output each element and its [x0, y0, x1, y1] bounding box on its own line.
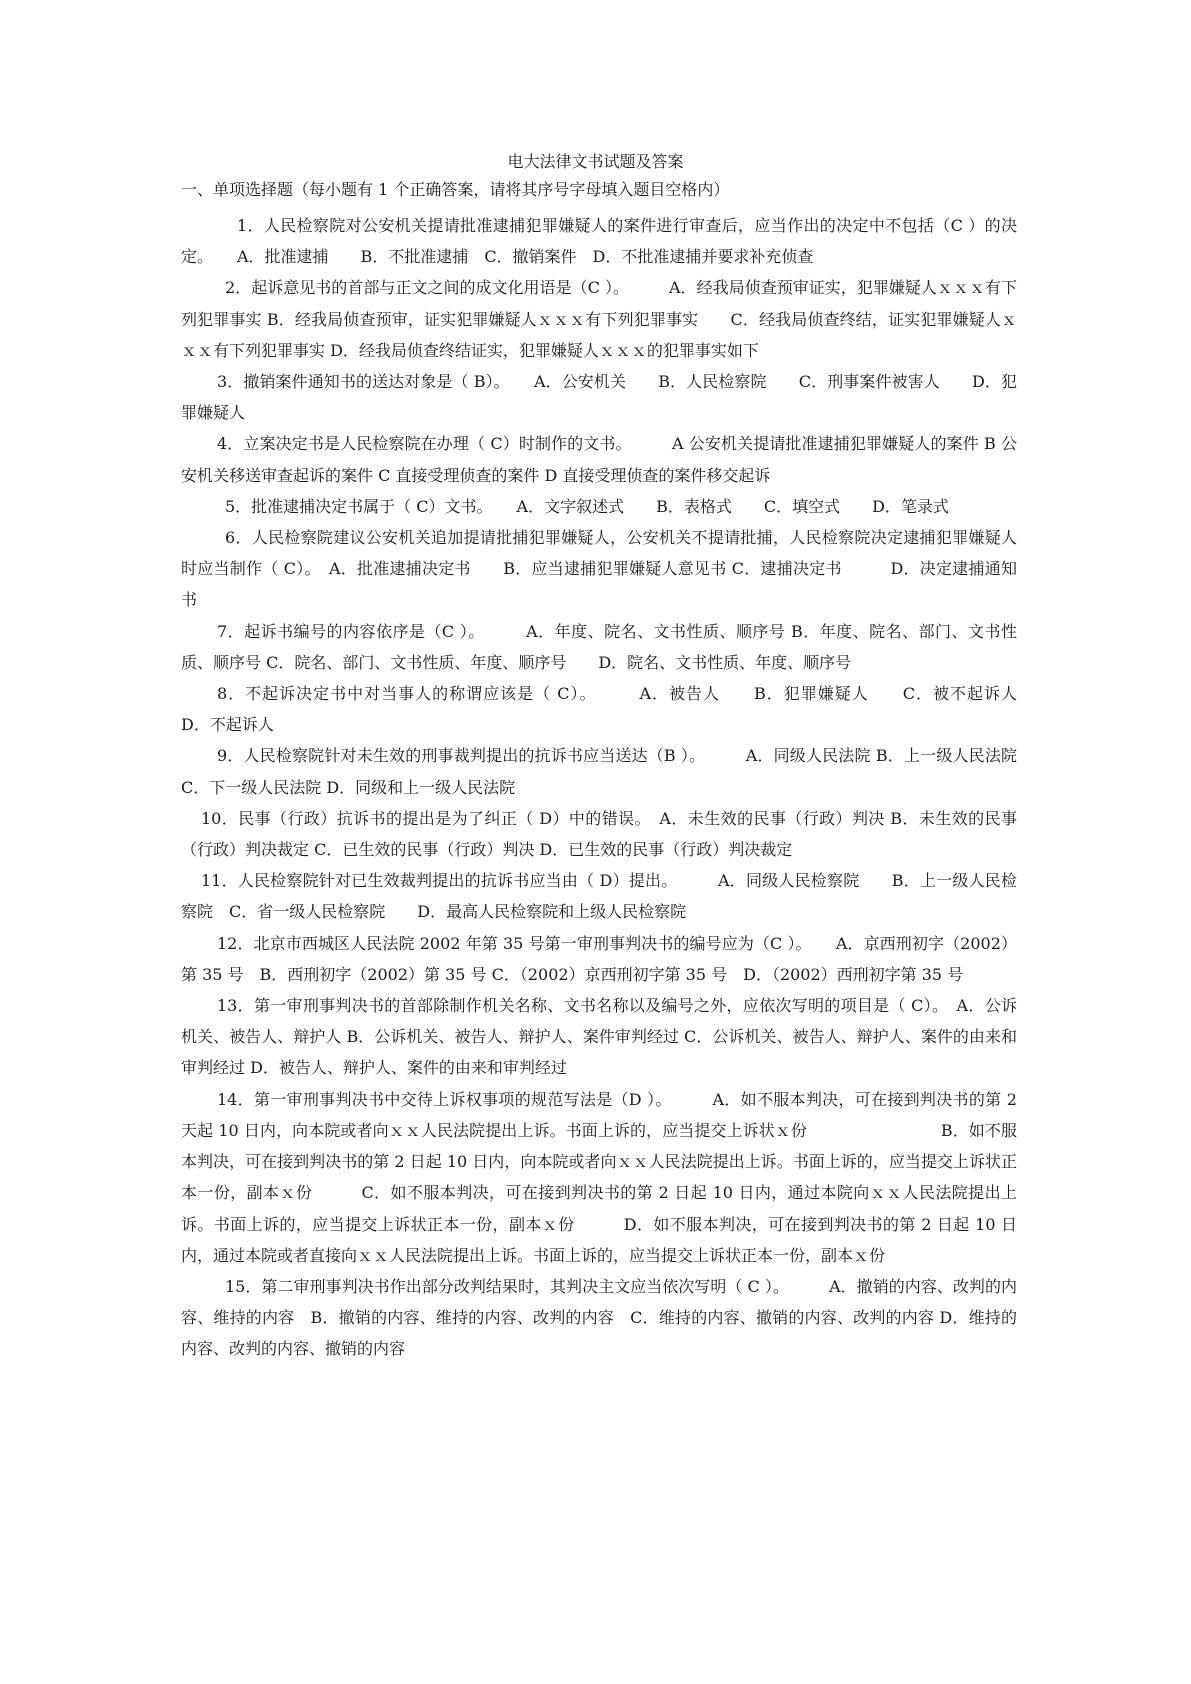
question-12: 12．北京市西城区人民法院 2002 年第 35 号第一审刑事判决书的编号应为（C ）。 A．京西刑初字（2002）第 35 号 B．西刑初字（2002）第 35 号 C．（2002）京西刑初字第 35 号 D．（2002）西刑初字第 35 号 — [181, 933, 1017, 984]
question-list — [181, 210, 1050, 1365]
question-3: 3．撤销案件通知书的送达对象是（ B）。 A．公安机关 B．人民检察院 C．刑事案件被害人 D．犯罪嫌疑人 — [181, 372, 1017, 423]
question-11: 11．人民检察院针对已生效裁判提出的抗诉书应当由（ D）提出。 A．同级人民检察院 B．上一级人民检察院 C．省一级人民检察院 D．最高人民检察院和上级人民检察院 — [181, 871, 1017, 922]
question-14: 14．第一审刑事判决书中交待上诉权事项的规范写法是（D ）。 A．如不服本判决，可在接到判决书的第 2 天起 10 日内，向本院或者向ｘｘ人民法院提出上诉。书面上诉的，应当提交上诉状ｘ份 B．如不服本判决，可在接到判决书的第 2 日起 10 日内，向本院或者向ｘｘ人民法院提出上诉。书面上诉的，应当提交上诉状正本一份，副本ｘ份 C．如不服本判决，可在接到判决书的第 2 日起 10 日内，通过本院向ｘｘ人民法院提出上诉。书面上诉的，应当提交上诉状正本一份，副本ｘ份 D．如不服本判决，可在接到判决书的第 2 日起 10 日内，通过本院或者直接向ｘｘ人民法院提出上诉。书面上诉的，应当提交上诉状正本一份，副本ｘ份 — [181, 1089, 1017, 1265]
question-13: 13．第一审刑事判决书的首部除制作机关名称、文书名称以及编号之外，应依次写明的项目是（ C）。 A．公诉机关、被告人、辩护人 B．公诉机关、被告人、辩护人、案件审判经过 C．公诉机关、被告人、辩护人、案件的由来和审判经过 D．被告人、辩护人、案件的由来和审判经过 — [181, 996, 1017, 1078]
document-title: 电大法律文书试题及答案 — [507, 152, 684, 171]
question-1: 1．人民检察院对公安机关提请批准逮捕犯罪嫌疑人的案件进行审查后，应当作出的决定中不包括（C ）的决定。 A．批准逮捕 B．不批准逮捕 C．撤销案件 D．不批准逮捕并要求补充侦查 — [181, 216, 1017, 267]
question-5: 5．批准逮捕决定书属于（ C）文书。 A．文字叙述式 B．表格式 C．填空式 D．笔录式 — [225, 496, 949, 516]
question-6: 6．人民检察院建议公安机关追加提请批捕犯罪嫌疑人，公安机关不提请批捕，人民检察院决定逮捕犯罪嫌疑人时应当制作（ C）。 A．批准逮捕决定书 B．应当逮捕犯罪嫌疑人意见书 C．逮捕决定书 D．决定逮捕通知书 — [181, 528, 1017, 610]
question-7: 7．起诉书编号的内容依序是（C ）。 A．年度、院名、文书性质、顺序号 B．年度、院名、部门、文书性质、顺序号 C．院名、部门、文书性质、年度、顺序号 D．院名、文书性质、年度、顺序号 — [181, 621, 1017, 672]
question-9: 9．人民检察院针对未生效的刑事裁判提出的抗诉书应当送达（B ）。 A．同级人民法院 B．上一级人民法院 C．下一级人民法院 D．同级和上一级人民法院 — [181, 746, 1017, 797]
question-2: 2．起诉意见书的首部与正文之间的成文化用语是（C ）。 A．经我局侦查预审证实，犯罪嫌疑人ｘｘｘ有下列犯罪事实 B．经我局侦查预审，证实犯罪嫌疑人ｘｘｘ有下列犯罪事实 C．经我局侦查终结，证实犯罪嫌疑人ｘｘｘ有下列犯罪事实 D．经我局侦查终结证实，犯罪嫌疑人ｘｘｘ的犯罪事实如下 — [181, 278, 1017, 360]
question-10: 10．民事（行政）抗诉书的提出是为了纠正（ D）中的错误。 A．未生效的民事（行政）判决 B．未生效的民事（行政）判决裁定 C．已生效的民事（行政）判决 D．已生效的民事（行政）判决裁定 — [181, 808, 1017, 860]
section-heading: 一、单项选择题（每小题有 1 个正确答案，请将其序号字母填入题目空格内） — [181, 180, 730, 199]
question-4: 4．立案决定书是人民检察院在办理（ C）时制作的文书。 A 公安机关提请批准逮捕犯罪嫌疑人的案件 B 公安机关移送审查起诉的案件 C 直接受理侦查的案件 D 直接受理侦查的案件移交起诉 — [181, 434, 1017, 485]
question-8: 8．不起诉决定书中对当事人的称谓应该是（ C）。 A．被告人 B．犯罪嫌疑人 C．被不起诉人 D．不起诉人 — [181, 684, 1050, 735]
question-15: 15．第二审刑事判决书作出部分改判结果时，其判决主文应当依次写明（ C ）。 A．撤销的内容、改判的内容、维持的内容 B．撤销的内容、维持的内容、改判的内容 C．维持的内容、撤销的内容、改判的内容 D．维持的内容、改判的内容、撤销的内容 — [181, 1276, 1017, 1359]
